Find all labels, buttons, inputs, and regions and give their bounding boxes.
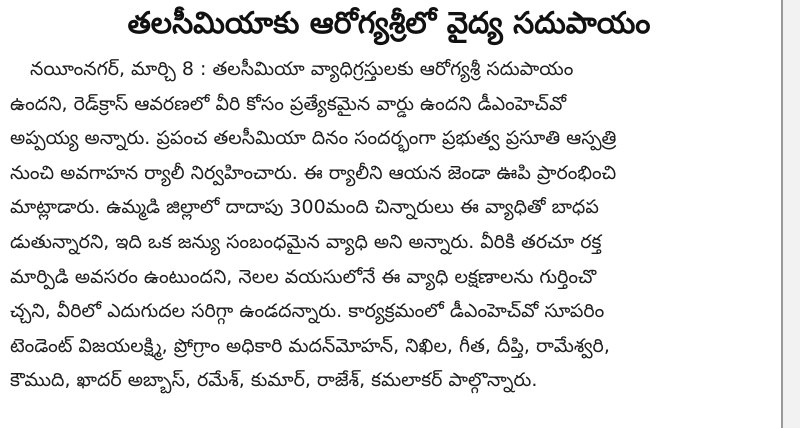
article-body bbox=[10, 52, 768, 398]
article-line: టెండెంట్ విజయలక్ష్మి, ప్రోగ్రాం అధికారి మదన్‌మోహన్, నిఖిల, గీత, దీప్తి, రామేశ్వరి, bbox=[10, 334, 610, 357]
article-line: కౌముది, ఖాదర్ అబ్బాస్, రమేశ్, కుమార్, రాజేశ్, కమలాకర్ పాల్గొన్నారు. bbox=[10, 369, 538, 392]
article-line: నుంచి అవగాహన ర్యాలీ నిర్వహించారు. ఈ ర్యాలీని ఆయన జెండా ఊపి ప్రారంభించి bbox=[10, 161, 617, 184]
article-line: అప్పయ్య అన్నారు. ప్రపంచ తలసీమియా దినం సందర్భంగా ప్రభుత్వ ప్రసూతి ఆస్పత్రి bbox=[10, 127, 617, 150]
article-line: చ్చని, వీరిలో ఎదుగుదల సరిగ్గా ఉండదన్నారు. కార్యక్రమంలో డీఎంహెచ్‌వో సూపరిం bbox=[10, 300, 605, 323]
article-line: డుతున్నారని, ఇది ఒక జన్యు సంబంధమైన వ్యాధి అని అన్నారు. వీరికి తరచూ రక్త bbox=[10, 230, 602, 253]
article-line: నయీంనగర్, మార్చి 8 : తలసీమియా వ్యాధిగ్రస్తులకు ఆరోగ్యశ్రీ సదుపాయం bbox=[30, 58, 574, 80]
article-line: ఉందని, రెడ్‌క్రాస్ ఆవరణలో వీరి కోసం ప్రత్యేకమైన వార్డు ఉందని డీఎంహెచ్‌వో bbox=[10, 92, 567, 115]
article-line: మాట్లాడారు. ఉమ్మడి జిల్లాలో దాదాపు 300మంది చిన్నారులు ఈ వ్యాధితో బాధప bbox=[10, 196, 599, 219]
adjacent-column-edge bbox=[783, 0, 800, 428]
article-headline: తలసీమియాకు ఆరోగ్యశ్రీలో వైద్య సదుపాయం bbox=[127, 6, 651, 41]
article-line: మార్పిడి అవసరం ఉంటుందని, నెలల వయసులోనే ఈ వ్యాధి లక్షణాలను గుర్తించొ bbox=[10, 265, 597, 288]
